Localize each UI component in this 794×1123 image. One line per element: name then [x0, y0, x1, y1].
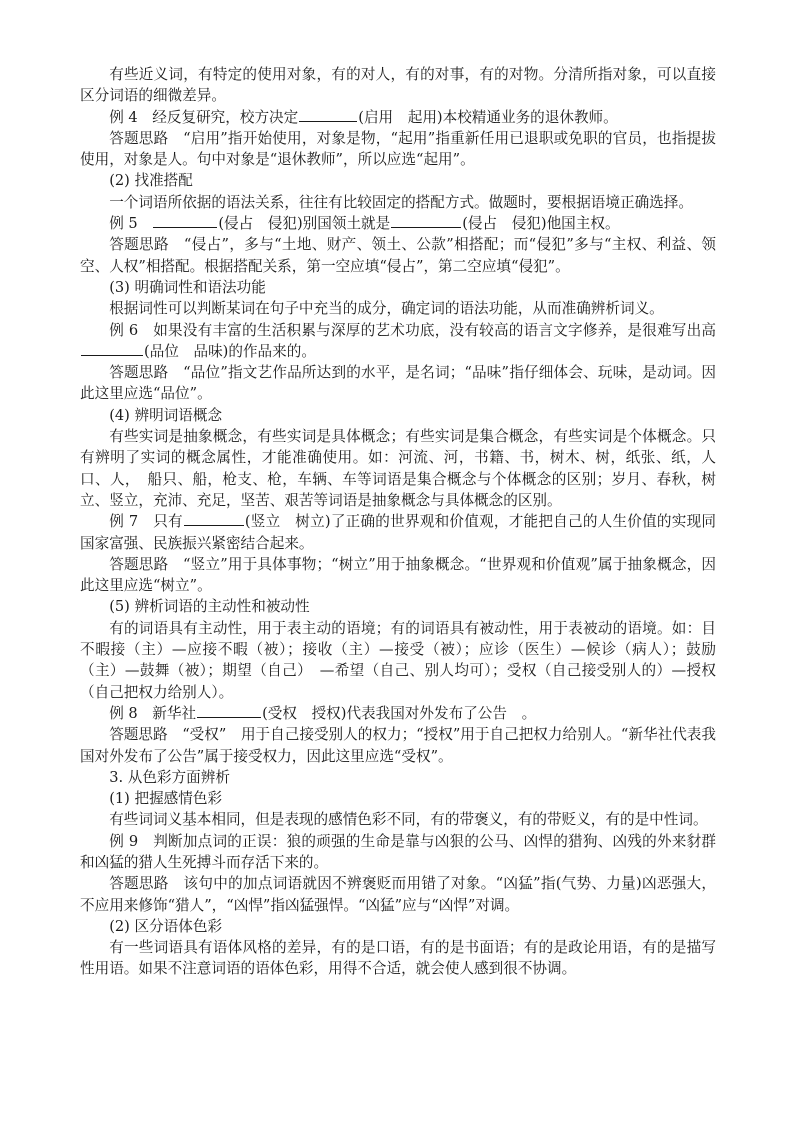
answer-blank	[81, 341, 143, 356]
answer-blank	[299, 107, 357, 122]
answer-analysis: 答题思路 “侵占”，多与“土地、财产、领土、公款”相搭配；而“侵犯”多与“主权、利益、领空、人权”相搭配。根据搭配关系，第一空应填“侵占”，第二空应填“侵犯”。	[80, 236, 716, 275]
section-heading: 3. 从色彩方面辨析	[109, 768, 230, 786]
section-heading: (1) 把握感情色彩	[109, 790, 223, 808]
answer-analysis: 答题思路 该句中的加点词语就因不辨褒贬而用错了对象。“凶猛”指(气势、力量)凶恶强大，不应用来修饰“猎人”，“凶悍”指凶猛强悍。“凶猛”应与“凶悍”对调。	[80, 875, 716, 914]
answer-blank	[391, 213, 461, 228]
answer-blank	[153, 213, 217, 228]
example-6: 例 6 如果没有丰富的生活积累与深厚的艺术功底，没有较高的语言文字修养，是很难写出高(品位 品味)的作品来的。	[80, 320, 716, 363]
answer-analysis: 答题思路 “受权” 用于自己接受别人的权力；“授权”用于自己把权力给别人。“新华社代表我国对外发布了公告”属于接受权力，因此这里应选“受权”。	[80, 726, 716, 765]
paragraph: 有些实词是抽象概念，有些实词是具体概念；有些实词是集合概念，有些实词是个体概念。只有辨明了实词的概念属性，才能准确使用。如：河流、河，书籍、书，树木、树，纸张、纸，人口、人， 船只、船，枪支、枪，车辆、车等词语是集合概念与个体概念的区别；岁月、春秋，树立、竖立，充沛、充足，坚苦、艰苦等词语是抽象概念与具体概念的区别。	[80, 428, 716, 509]
example-9: 例 9 判断加点词的正误：狼的顽强的生命是靠与凶狠的公马、凶悍的猎狗、凶残的外来豺群和凶猛的猎人生死搏斗而存活下来的。	[80, 832, 716, 871]
answer-blank	[184, 511, 244, 526]
section-heading: (2) 区分语体色彩	[109, 917, 223, 935]
example-5: 例 5 (侵占 侵犯)别国领土就是 (侵占 侵犯)他国主权。	[109, 215, 620, 233]
section-heading: (3) 明确词性和语法功能	[109, 278, 266, 296]
answer-analysis: 答题思路 “品位”指文艺作品所达到的水平，是名词；“品味”指仔细体会、玩味，是动词。因此这里应选“品位”。	[80, 364, 716, 403]
paragraph: 一个词语所依据的语法关系，往往有比较固定的搭配方式。做题时，要根据语境正确选择。	[109, 193, 693, 211]
paragraph: 根据词性可以判断某词在句子中充当的成分，确定词的语法功能，从而准确辨析词义。	[109, 300, 664, 318]
section-heading: (2) 找准搭配	[109, 172, 193, 190]
answer-blank	[197, 703, 261, 718]
example-4: 例 4 经反复研究，校方决定 (启用 起用)本校精通业务的退休教师。	[109, 108, 618, 126]
paragraph: 有一些词语具有语体风格的差异，有的是口语，有的是书面语；有的是政论用语，有的是描写性用语。如果不注意词语的语体色彩，用得不合适，就会使人感到很不协调。	[80, 939, 716, 978]
paragraph: 有些词词义基本相同，但是表现的感情色彩不同，有的带褒义，有的带贬义，有的是中性词。	[109, 811, 708, 829]
answer-analysis: 答题思路 “竖立”用于具体事物；“树立”用于抽象概念。“世界观和价值观”属于抽象概念，因此这里应选“树立”。	[80, 555, 716, 595]
answer-analysis: 答题思路 “启用”指开始使用，对象是物，“起用”指重新任用已退职或免职的官员，也指提拔使用，对象是人。句中对象是“退休教师”，所以应选“起用”。	[80, 129, 716, 169]
section-heading: (5) 辨析词语的主动性和被动性	[109, 598, 310, 616]
document-page	[80, 64, 716, 980]
section-heading: (4) 辨明词语概念	[109, 406, 223, 424]
example-7: 例 7 只有 (竖立 树立)了正确的世界观和价值观，才能把自己的人生价值的实现同国家富强、民族振兴紧密结合起来。	[80, 513, 717, 552]
paragraph: 有些近义词，有特定的使用对象，有的对人，有的对事，有的对物。分清所指对象，可以直接区分词语的细微差异。	[80, 66, 716, 105]
example-8: 例 8 新华社 (受权 授权)代表我国对外发布了公告 。	[109, 704, 537, 722]
paragraph: 有的词语具有主动性，用于表主动的语境；有的词语具有被动性，用于表被动的语境。如：目不暇接（主）—应接不暇（被）；接收（主）—接受（被）；应诊（医生）—候诊（病人）；鼓励（主）—鼓舞（被）；期望（自己） —希望（自己、别人均可）；受权（自己接受别人的）—授权（自己把权力给别人）。	[80, 619, 716, 701]
